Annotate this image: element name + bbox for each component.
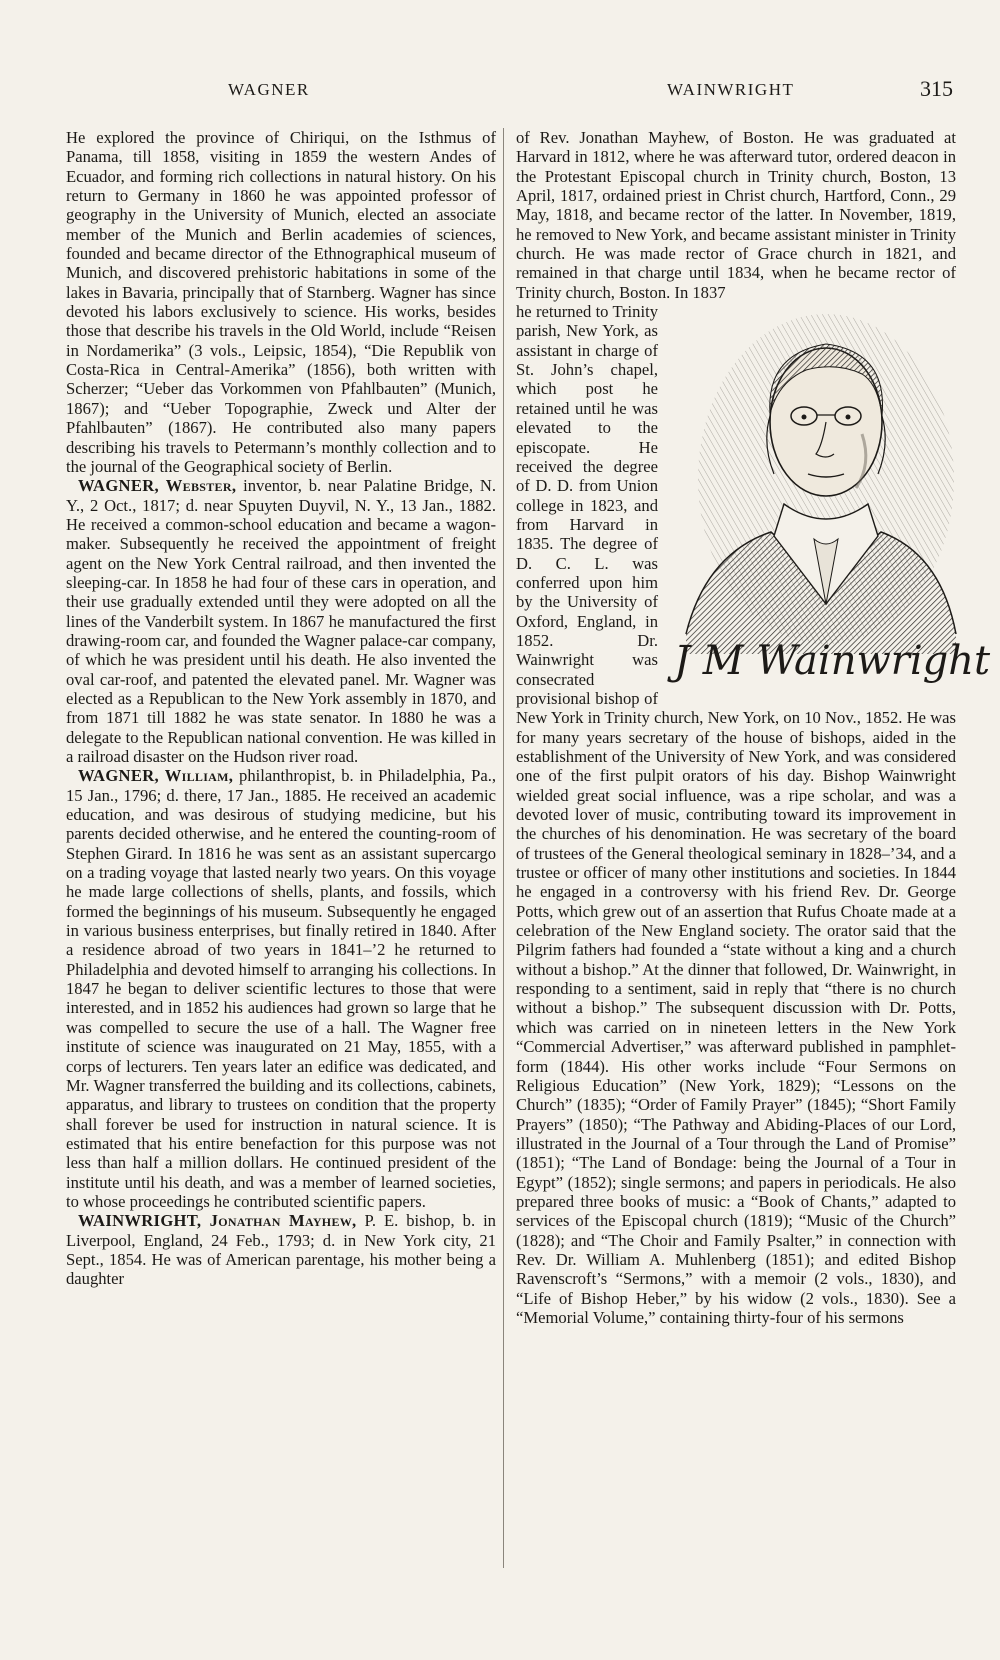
entry-headword: WAINWRIGHT, Jonathan Mayhew,: [78, 1211, 357, 1231]
running-head: [0, 72, 1000, 112]
paragraph-biography: he returned to Trinity parish, New York, as assistant in charge of St. John’s chapel, which post he retained until he was elevated to the episcopate. He received the degree of D. D. from Union college in 1823, and from Harvard in 1835. The degree of D. C. L. was conferred upon him by the University of Oxford, England, in 1852. Dr. Wainwright was consecrated provisional bishop of New York in Trinity church, New York, on 10 Nov., 1852. He was for many years secretary of the house of bishops, aided in the establishment of the University of New York, and was considered one of the first pulpit orators of his day. Bishop Wainwright wielded great social influence, was a ripe scholar, and was a devoted lover of music, contributing toward its improvement in the churches of his denomination. He was secretary of the board of trustees of the General theological seminary in 1828–’34, and a trustee or officer of many other institutions and societies. In 1844 he engaged in a controversy with his friend Rev. Dr. George Potts, which grew out of an assertion that Rufus Choate made at a celebration of the New England society. The orator said that the Pilgrim fathers had founded a “state without a king and a church without a bishop.” At the dinner that followed, Dr. Wainwright, in responding to a sentiment, said in reply that “there is no church without a bishop.” The subsequent discussion with Dr. Potts, which was carried on in nineteen letters in the New York “Commercial Advertiser,” was afterward published in pamphlet-form (1844). His other works include “Four Sermons on Religious Education” (New York, 1829); “Lessons on the Church” (1835); “Order of Family Prayer” (1845); “Short Family Prayers” (1850); “The Pathway and Abiding-Places of our Lord, illustrated in the Journal of a Tour through the Land of Promise” (1851); “The Land of Bondage: being the Journal of a Tour in Egypt” (1852); single sermons; and papers in periodicals. He also prepared three books of music: a “Book of Chants,” adapted to services of the Episcopal church (1819); “Music of the Church” (1828); and “The Choir and Family Psalter,” in connection with Rev. Dr. William A. Muhlenberg (1851); and edited Bishop Ravenscroft’s “Sermons,” with a memoir (2 vols., 1830), and “Life of Bishop Heber,” by his widow (2 vols., 1830). See a “Memorial Volume,” containing thirty-four of his sermons: [516, 302, 956, 1327]
entry-text: P. E. bishop, b. in Liverpool, England, 24 Feb., 1793; d. in New York city, 21 Sept., 1854. He was of American parentage, his mother being a daughter: [66, 1211, 496, 1289]
portrait-engraving: [666, 304, 991, 702]
entry-text: inventor, b. near Palatine Bridge, N. Y., 2 Oct., 1817; d. near Spuyten Duyvil, N. Y., 13 Jan., 1882. He received a common-school education and became a wagon-maker. Subsequently he received the appointment of freight agent on the New York Central railroad, and then invented the sleeping-car. In 1858 he had four of these cars in operation, and their use gradually extended until they were adopted on all the lines of the Vanderbilt system. In 1867 he manufactured the first drawing-room car, and founded the Wagner palace-car company, of which he was president until his death. He also invented the oval car-roof, and patented the elevated panel. Mr. Wagner was elected as a Republican to the New York assembly in 1870, and from 1871 till 1882 he was state senator. In 1880 he was a delegate to the Republican national convention. He was killed in a railroad disaster on the Hudson river road.: [66, 476, 496, 766]
running-head-right: WAINWRIGHT: [667, 80, 795, 99]
paragraph-continued: He explored the province of Chiriqui, on the Isthmus of Panama, till 1858, visiting in 1859 the western Andes of Ecuador, and forming rich collections in natural history. On his return to Germany in 1860 he was appointed professor of geography in the University of Munich, elected an associate member of the Munich and Berlin academies of sciences, founded and became director of the Ethnographical museum of Munich, and discovered prehistoric habitations in some of the lakes in Bavaria, principally that of Starnberg. Wagner has since devoted his labors exclusively to science. His works, besides those that describe his travels in the Old World, include “Reisen in Nordamerika” (3 vols., Leipsic, 1854), “Die Republik von Costa-Rica in Central-Amerika” (1856), both written with Scherzer; “Ueber das Vorkommen von Pfahlbauten” (Munich, 1867); and “Ueber Topographie, Zweck und Alter der Pfahlbauten” (1867). He contributed also many papers describing his travels to Petermann’s monthly collection and to the journal of the Geographical society of Berlin.: [66, 128, 496, 476]
entry-text: philanthropist, b. in Philadelphia, Pa., 15 Jan., 1796; d. there, 17 Jan., 1885. He received an academic education, and was desirous of studying medicine, but his parents decided otherwise, and he entered the counting-room of Stephen Girard. In 1816 he was sent as an assistant supercargo on a trading voyage that lasted nearly two years. On this voyage he made large collections of shells, plants, and fossils, which formed the beginnings of his museum. Subsequently he engaged in various business enterprises, but finally retired in 1840. After a residence abroad of two years in 1841–’2 he returned to Philadelphia and devoted himself to arranging his collections. In 1847 he began to deliver scientific lectures to those that were interested, and in 1852 his audiences had grown so large that he was compelled to secure the use of a hall. The Wagner free institute of science was inaugurated on 21 May, 1855, with a corps of lecturers. Ten years later an edifice was dedicated, and Mr. Wagner transferred the building and its collections, cabinets, apparatus, and library to trustees on condition that the property shall forever be used for instruction in natural science. It is estimated that his entire benefaction for this purpose was not less than half a million dollars. He continued president of the institute until his death, and was a member of learned societies, to whose proceedings he contributed scientific papers.: [66, 766, 496, 1211]
entry-webster-wagner: [66, 476, 496, 766]
portrait-image: [666, 304, 991, 702]
paragraph-continued: of Rev. Jonathan Mayhew, of Boston. He was graduated at Harvard in 1812, where he was afterward tutor, ordered deacon in the Protestant Episcopal church in Trinity church, Boston, 13 April, 1817, ordained priest in Christ church, Hartford, Conn., 29 May, 1818, and became rector of the latter. In November, 1819, he removed to New York, and became assistant minister in Trinity church. He was made rector of Grace church in 1821, and remained in that charge until 1834, when he became rector of Trinity church, Boston. In 1837: [516, 128, 956, 302]
running-head-left: WAGNER: [228, 80, 310, 99]
entry-headword: WAGNER, Webster,: [78, 476, 237, 496]
signature: J M Wainwright: [674, 638, 991, 685]
column-rule: [503, 128, 504, 1568]
entry-william-wagner: [66, 766, 496, 1211]
entry-headword: WAGNER, William,: [78, 766, 234, 786]
left-column: [66, 128, 496, 1568]
page-number: 315: [920, 76, 953, 101]
entry-jonathan-wainwright: [66, 1211, 496, 1288]
right-column: [516, 128, 991, 1568]
